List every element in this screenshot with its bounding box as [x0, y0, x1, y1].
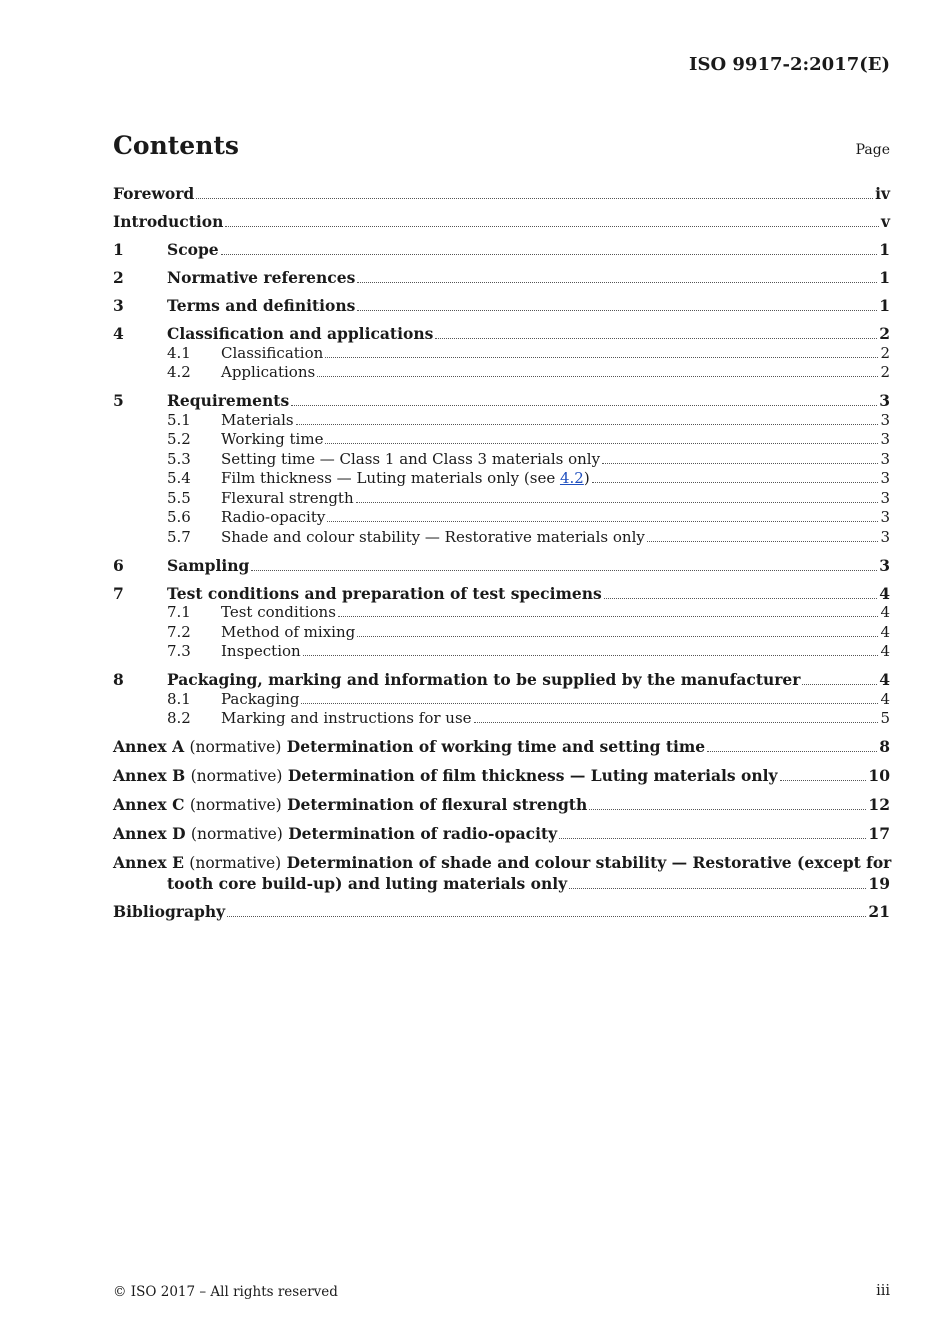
toc-entry-sampling[interactable]: 6 Sampling 3 — [113, 555, 890, 575]
toc-entry-introduction[interactable]: Introduction v — [113, 212, 890, 231]
toc-entry-applications[interactable]: 4.2 Applications 2 — [167, 363, 890, 381]
toc-entry-terms-definitions[interactable]: 3 Terms and definitions 1 — [113, 296, 890, 315]
toc-entry-annex-b[interactable]: Annex B (normative) Determination of film thickness — Luting materials only 10 — [113, 766, 890, 785]
toc-entry-normative-references[interactable]: 2 Normative references 1 — [113, 268, 890, 287]
toc-entry-test-conditions-preparation[interactable]: 7 Test conditions and preparation of test specimens 4 — [113, 583, 890, 603]
toc-entry-radio-opacity[interactable]: 5.6 Radio-opacity 3 — [167, 508, 890, 526]
toc-entry-packaging-marking[interactable]: 8 Packaging, marking and information to be supplied by the manufacturer 4 — [113, 670, 890, 689]
toc-entry-flexural-strength[interactable]: 5.5 Flexural strength 3 — [167, 488, 890, 507]
toc-entry-annex-d[interactable]: Annex D (normative) Determination of radio-opacity 17 — [113, 824, 890, 843]
toc-entry-bibliography[interactable]: Bibliography 21 — [113, 901, 890, 921]
toc-entry-inspection[interactable]: 7.3 Inspection 4 — [167, 642, 890, 660]
document-code: ISO 9917-2:2017(E) — [689, 54, 890, 75]
toc-entry-requirements[interactable]: 5 Requirements 3 — [113, 391, 890, 410]
toc-entry-film-thickness[interactable]: 5.4 Film thickness — Luting materials only (see 4.2) 3 — [167, 469, 890, 487]
toc-entry-method-of-mixing[interactable]: 7.2 Method of mixing 4 — [167, 622, 890, 641]
toc-entry-test-conditions[interactable]: 7.1 Test conditions 4 — [167, 603, 890, 621]
toc-entry-foreword[interactable]: Foreword iv — [113, 184, 890, 203]
cross-reference-link[interactable]: 4.2 — [559, 469, 584, 487]
toc-entry-classification-applications[interactable]: 4 Classification and applications 2 — [113, 324, 890, 343]
copyright-notice: © ISO 2017 – All rights reserved — [113, 1284, 338, 1300]
toc-entry-working-time[interactable]: 5.2 Working time 3 — [167, 430, 890, 448]
toc-entry-marking-instructions[interactable]: 8.2 Marking and instructions for use 5 — [167, 709, 890, 727]
page-title: Contents — [113, 131, 240, 160]
toc-entry-materials[interactable]: 5.1 Materials 3 — [167, 410, 890, 429]
toc-entry-packaging[interactable]: 8.1 Packaging 4 — [167, 689, 890, 708]
page-number: iii — [876, 1283, 890, 1299]
page-column-label: Page — [855, 142, 890, 158]
toc-entry-annex-c[interactable]: Annex C (normative) Determination of flexural strength 12 — [113, 795, 890, 814]
toc-entry-annex-a[interactable]: Annex A (normative) Determination of working time and setting time 8 — [113, 737, 890, 756]
toc-entry-scope[interactable]: 1 Scope 1 — [113, 240, 890, 259]
toc-entry-classification[interactable]: 4.1 Classification 2 — [167, 343, 890, 362]
toc-entry-shade-colour-stability[interactable]: 5.7 Shade and colour stability — Restorative materials only 3 — [167, 527, 890, 546]
table-of-contents — [113, 184, 890, 921]
toc-entry-annex-e[interactable]: Annex E (normative) Determination of shade and colour stability — Restorative (except for tooth core build-up) and luting materials only 19 — [113, 853, 892, 893]
toc-entry-setting-time[interactable]: 5.3 Setting time — Class 1 and Class 3 materials only 3 — [167, 449, 890, 468]
